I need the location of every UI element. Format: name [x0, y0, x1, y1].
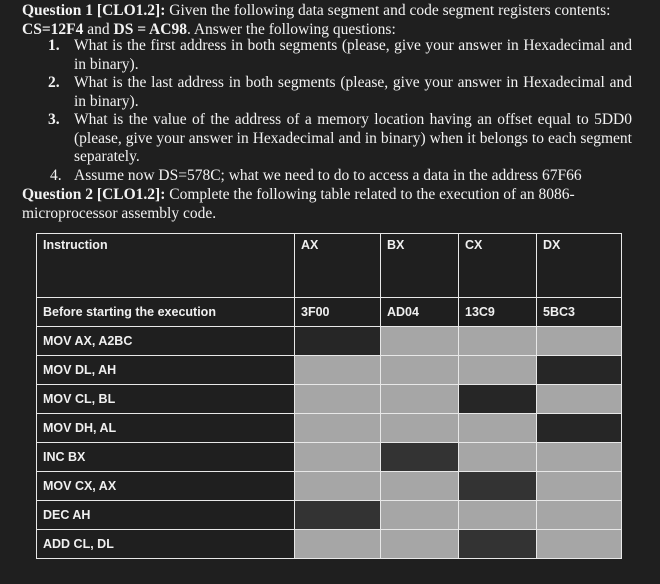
cx-cell[interactable]	[459, 356, 537, 385]
table-row	[37, 385, 622, 414]
header-dx: DX	[537, 234, 622, 298]
item-text: What is the first address in both segments (please, give your answer in Hexadecimal and in binary).	[74, 37, 632, 73]
dx-initial: 5BC3	[537, 298, 622, 327]
table-row	[37, 472, 622, 501]
question-1-intro: Given the following data segment and code segment registers contents:	[165, 2, 611, 19]
dx-cell[interactable]	[537, 443, 622, 472]
ax-cell[interactable]	[295, 530, 381, 559]
instruction-cell: DEC AH	[37, 501, 295, 530]
table-header-row	[37, 234, 622, 298]
header-ax: AX	[295, 234, 381, 298]
bx-cell[interactable]	[381, 472, 459, 501]
ax-cell[interactable]	[295, 327, 381, 356]
question-item	[48, 167, 632, 186]
item-number: 4.	[50, 166, 62, 184]
table-row	[37, 443, 622, 472]
bx-cell[interactable]	[381, 501, 459, 530]
header-instruction: Instruction	[37, 234, 295, 298]
dx-cell[interactable]	[537, 356, 622, 385]
ds-value: DS = AC98	[113, 21, 187, 38]
item-number: 2.	[48, 74, 60, 91]
ax-initial: 3F00	[295, 298, 381, 327]
before-label: Before starting the execution	[37, 298, 295, 327]
initial-values-row	[37, 298, 622, 327]
question-2-label: Question 2 [CLO1.2]:	[22, 186, 166, 203]
dx-cell[interactable]	[537, 327, 622, 356]
and-text: and	[83, 21, 114, 38]
instruction-cell: MOV CL, BL	[37, 385, 295, 414]
bx-cell[interactable]	[381, 385, 459, 414]
instruction-cell: MOV DL, AH	[37, 356, 295, 385]
dx-cell[interactable]	[537, 530, 622, 559]
dx-cell[interactable]	[537, 472, 622, 501]
ax-cell[interactable]	[295, 356, 381, 385]
instruction-cell: INC BX	[37, 443, 295, 472]
question-2-text: Complete the following table related to the execution of an 8086-microprocessor assembly code.	[22, 186, 575, 222]
register-table	[36, 233, 622, 559]
cx-cell[interactable]	[459, 443, 537, 472]
bx-cell[interactable]	[381, 530, 459, 559]
cs-value: CS=12F4	[22, 21, 84, 38]
table-row	[37, 327, 622, 356]
instruction-cell: MOV AX, A2BC	[37, 327, 295, 356]
ax-cell[interactable]	[295, 472, 381, 501]
cx-cell[interactable]	[459, 472, 537, 501]
cx-initial: 13C9	[459, 298, 537, 327]
item-text: What is the value of the address of a memory location having an offset equal to 5DD0 (please, give your answer in Hexadecimal and in binary) when it belongs to each segment separately.	[74, 111, 632, 165]
question-1-heading	[22, 1, 646, 39]
bx-cell[interactable]	[381, 327, 459, 356]
item-text: Assume now DS=578C; what we need to do to access a data in the address 67F66	[74, 166, 582, 184]
bx-cell[interactable]	[381, 414, 459, 443]
bx-cell[interactable]	[381, 443, 459, 472]
bx-cell[interactable]	[381, 356, 459, 385]
header-bx: BX	[381, 234, 459, 298]
cx-cell[interactable]	[459, 501, 537, 530]
ax-cell[interactable]	[295, 443, 381, 472]
ax-cell[interactable]	[295, 501, 381, 530]
bx-initial: AD04	[381, 298, 459, 327]
question-1-list	[48, 37, 632, 185]
question-item	[48, 111, 632, 167]
dx-cell[interactable]	[537, 385, 622, 414]
cx-cell[interactable]	[459, 414, 537, 443]
table-row	[37, 530, 622, 559]
question-item	[48, 37, 632, 74]
question-2-heading	[22, 185, 646, 223]
item-number: 3.	[48, 111, 60, 128]
table-row	[37, 356, 622, 385]
instruction-cell: MOV DH, AL	[37, 414, 295, 443]
cx-cell[interactable]	[459, 327, 537, 356]
question-1-label: Question 1 [CLO1.2]:	[22, 2, 166, 19]
question-1-after: . Answer the following questions:	[186, 21, 396, 38]
ax-cell[interactable]	[295, 414, 381, 443]
instruction-cell: MOV CX, AX	[37, 472, 295, 501]
dx-cell[interactable]	[537, 414, 622, 443]
table-row	[37, 414, 622, 443]
instruction-cell: ADD CL, DL	[37, 530, 295, 559]
ax-cell[interactable]	[295, 385, 381, 414]
cx-cell[interactable]	[459, 385, 537, 414]
header-cx: CX	[459, 234, 537, 298]
table-row	[37, 501, 622, 530]
item-text: What is the last address in both segments (please, give your answer in Hexadecimal and in binary).	[74, 74, 632, 110]
dx-cell[interactable]	[537, 501, 622, 530]
cx-cell[interactable]	[459, 530, 537, 559]
item-number: 1.	[48, 37, 60, 54]
question-item	[48, 74, 632, 111]
